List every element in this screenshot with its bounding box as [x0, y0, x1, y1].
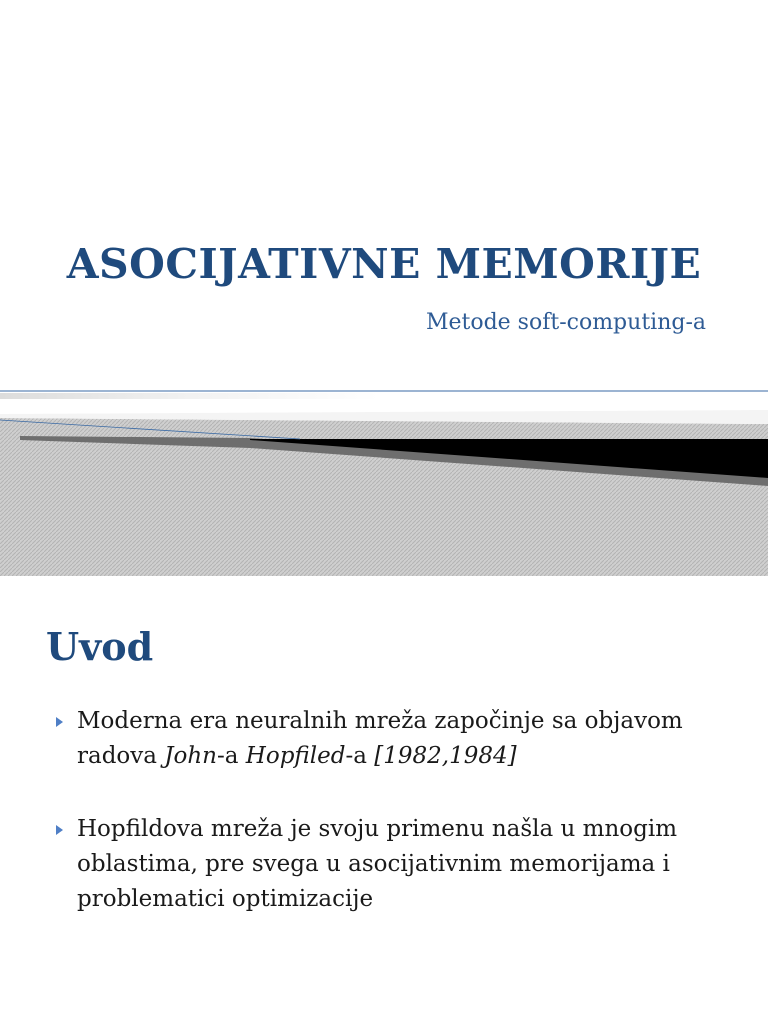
- bullet-text-prefix: radova: [77, 743, 165, 769]
- citation-years: [1982,1984]: [374, 743, 517, 769]
- bullet-list: [56, 704, 736, 955]
- content-slide: [0, 576, 768, 1024]
- list-item: [56, 704, 736, 774]
- author-suffix-2: -a: [345, 743, 375, 769]
- triangle-bullet-icon: [56, 717, 63, 727]
- slide-title: ASOCIJATIVNE MEMORIJE: [66, 240, 702, 288]
- section-heading: Uvod: [46, 624, 154, 669]
- gradient-strip: [0, 393, 380, 399]
- author-suffix-1: -a: [217, 743, 246, 769]
- author-first-name: John: [164, 743, 217, 769]
- triangle-bullet-icon: [56, 825, 63, 835]
- bullet-text-line1: Moderna era neuralnih mreža započinje sa objavom: [77, 708, 683, 734]
- bullet-text: Hopfildova mreža je svoju primenu našla u mnogim oblastima, pre svega u asocijativnim memorijama i problematici optimizacije: [77, 816, 678, 912]
- list-item: [56, 812, 736, 917]
- decorative-wave-band: [0, 380, 768, 576]
- author-last-name: Hopfiled: [245, 743, 346, 769]
- slide-subtitle: Metode soft-computing-a: [425, 310, 706, 335]
